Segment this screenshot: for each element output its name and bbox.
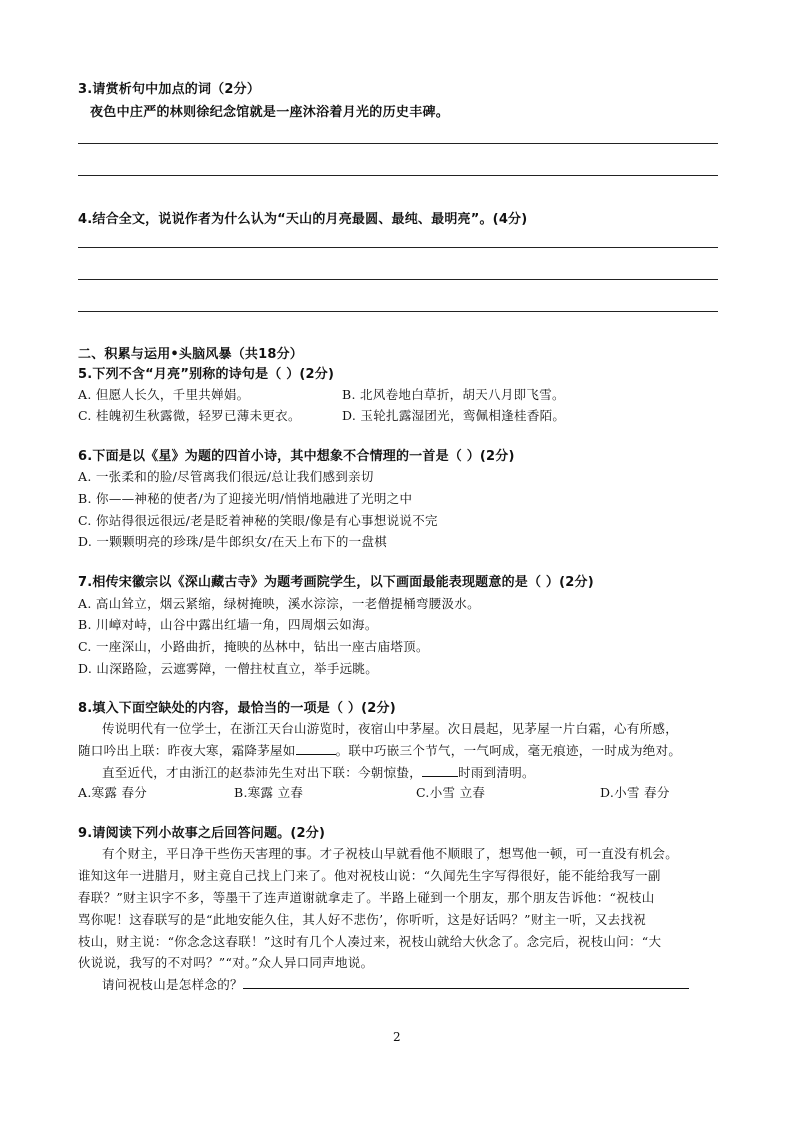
section-2-title: 二、积累与运用•头脑风暴（共18分）: [78, 347, 304, 362]
question-5-option-d[interactable]: D. 玉轮扎露湿团光，鸾佩相逢桂香陌。: [342, 408, 566, 423]
question-9-story-line: 谁知这年一进腊月，财主竟自己找上门来了。他对祝枝山说：“久闻先生字写得很好，能不能给我写一副: [78, 868, 661, 883]
question-5-option-b[interactable]: B. 北风卷地白草折，胡天八月即飞雪。: [342, 387, 565, 402]
question-7-option-c[interactable]: C. 一座深山，小路曲折，掩映的丛林中，钻出一座古庙塔顶。: [78, 639, 429, 654]
answer-line[interactable]: [78, 175, 718, 176]
question-5-title: 5.下列不含“月亮”别称的诗句是（ ）(2分): [78, 367, 335, 382]
question-8-option-c[interactable]: C.小雪 立春: [416, 785, 486, 800]
question-5-option-a[interactable]: A. 但愿人长久，千里共婵娟。: [78, 387, 250, 402]
answer-line[interactable]: [78, 247, 718, 248]
question-8-paragraph-2-text: 直至近代，才由浙江的赵恭沛先生对出下联：今朝惊蛰，: [102, 765, 423, 780]
question-6-title: 6.下面是以《星》为题的四首小诗，其中想象不合情理的一首是（ ）(2分): [78, 449, 515, 464]
question-8-blank-1[interactable]: [296, 742, 336, 755]
question-8-text-before-blank: 随口吟出上联：昨夜大寒，霜降茅屋如: [78, 743, 296, 758]
page-number: 2: [393, 1030, 401, 1044]
question-9-story-line: 枝山，财主说：“你念念这春联！”这时有几个人凑过来，祝枝山就给大伙念了。念完后，祝枝山问：“大: [78, 934, 662, 949]
question-6-option-b[interactable]: B. 你——神秘的使者/为了迎接光明/悄悄地融进了光明之中: [78, 491, 413, 506]
answer-line[interactable]: [78, 279, 718, 280]
question-8-paragraph-2-end: 时雨到清明。: [458, 765, 535, 780]
question-8-paragraph-1-line-2: [78, 741, 681, 759]
question-9-title: 9.请阅读下列小故事之后回答问题。(2分): [78, 826, 326, 841]
question-9-story-line: 有个财主，平日净干些伤天害理的事。才子祝枝山早就看他不顺眼了，想骂他一顿，可一直没有机会。: [102, 846, 679, 861]
question-8-text-after-blank: 。联中巧嵌三个节气，一气呵成，毫无痕迹，一时成为绝对。: [335, 743, 682, 758]
question-9-story-line: 伙说说，我写的不对吗？”“对。”众人异口同声地说。: [78, 955, 374, 970]
question-8-option-a[interactable]: A.寒露 春分: [78, 785, 148, 800]
question-3-sentence: [90, 101, 449, 120]
question-7-option-b[interactable]: B. 川嶂对峙，山谷中露出红墙一角，四周烟云如海。: [78, 617, 378, 632]
question-9-story-line: 春联？”财主识字不多，等墨干了连声道谢就拿走了。半路上碰到一个朋友，那个朋友告诉他：“祝枝山: [78, 890, 655, 905]
question-8-option-b[interactable]: B.寒露 立春: [234, 785, 304, 800]
question-7-title: 7.相传宋徽宗以《深山藏古寺》为题考画院学生，以下画面最能表现题意的是（ ）(2分): [78, 575, 594, 590]
question-6-option-c[interactable]: C. 你站得很远很远/老是眨着神秘的笑眼/像是有心事想说说不完: [78, 513, 438, 528]
question-9-prompt-line: [102, 975, 689, 993]
question-7-option-d[interactable]: D. 山深路险，云遮雾障，一僧拄杖直立，举手远眺。: [78, 661, 379, 676]
question-6-option-d[interactable]: D. 一颗颗明亮的珍珠/是牛郎织女/在天上布下的一盘棋: [78, 534, 388, 549]
question-9-prompt: 请问祝枝山是怎样念的？: [102, 977, 243, 992]
question-8-paragraph-2: [102, 763, 535, 781]
question-8-option-d[interactable]: D.小雪 春分: [600, 785, 670, 800]
question-4-title: 4.结合全文，说说作者为什么认为“天山的月亮最圆、最纯、最明亮”。(4分): [78, 212, 528, 227]
question-3-sentence-text: 夜色中庄严的林则徐纪念馆就是一座沐浴着月光的历史丰碑。: [90, 105, 450, 120]
question-8-blank-2[interactable]: [422, 764, 458, 777]
question-8-title: 8.填入下面空缺处的内容，最恰当的一项是（ ）(2分): [78, 701, 396, 716]
question-6-option-a[interactable]: A. 一张柔和的脸/尽管离我们很远/总让我们感到亲切: [78, 469, 374, 484]
question-8-paragraph-1-line-1: 传说明代有一位学士，在浙江天台山游览时，夜宿山中茅屋。次日晨起，见茅屋一片白霜，心有所感，: [102, 721, 679, 736]
question-9-story-line: 骂你呢！这春联写的是“此地安能久住，其人好不悲伤’，你听听，这是好话吗？”财主一听，又去找祝: [78, 912, 647, 927]
question-5-option-c[interactable]: C. 桂魄初生秋露微，轻罗已薄未更衣。: [78, 408, 301, 423]
answer-line[interactable]: [78, 311, 718, 312]
question-9-answer-blank[interactable]: [243, 976, 689, 989]
answer-line[interactable]: [78, 143, 718, 144]
question-3-title: 3.请赏析句中加点的词（2分）: [78, 82, 261, 97]
question-7-option-a[interactable]: A. 高山耸立，烟云紧缩，绿树掩映，溪水淙淙，一老僧提桶弯腰汲水。: [78, 596, 480, 611]
